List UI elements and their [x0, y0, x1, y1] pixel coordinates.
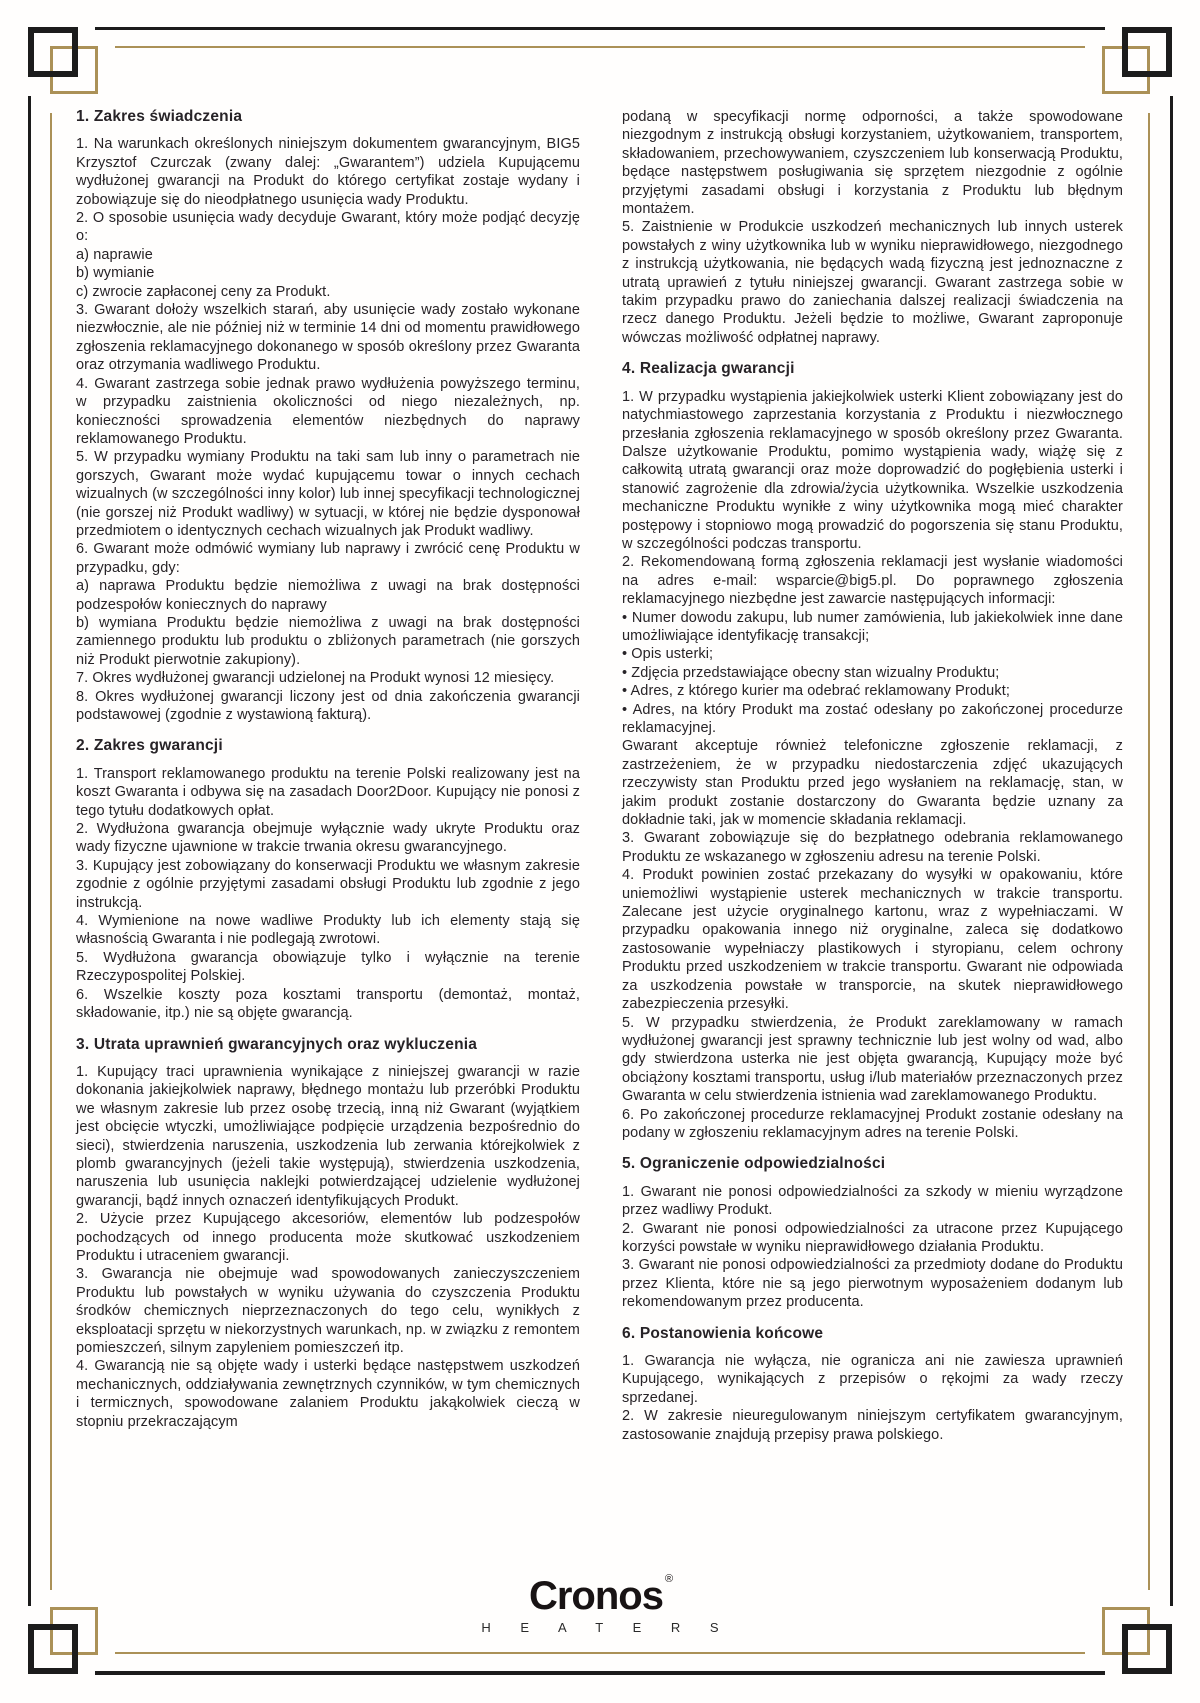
paragraph: b) wymiana Produktu będzie niemożliwa z uwagi na brak dostępności zamiennego produktu lub produktu o zbliżonych parametrach (nie gorszych niż Produkt pierwotnie zakupiony). [76, 614, 580, 668]
paragraph: Gwarant akceptuje również telefoniczne zgłoszenie reklamacji, z zastrzeżeniem, że w przypadku niedostarczenia zdjęć ukazujących rzeczywisty stan Produktu przed jego wysłaniem na reklamację, stan, w jakim produkt zostanie dostarczony do Gwaranta będzie uznany za dokładnie taki, jak w momencie składania reklamacji. [622, 738, 1123, 829]
frame-bottom-gold-line [115, 1652, 1085, 1654]
paragraph: 1. Transport reklamowanego produktu na terenie Polski realizowany jest na koszt Gwaranta i odbywa się na zasadach Door2Door. Kupujący nie ponosi z tego tytułu dodatkowych opłat. [76, 765, 580, 819]
paragraph: 8. Okres wydłużonej gwarancji liczony jest od dnia zakończenia gwarancji podstawowej (zgodnie z wystawioną fakturą). [76, 688, 580, 723]
paragraph: 3. Gwarant nie ponosi odpowiedzialności za przedmioty dodane do Produktu przez Klienta, które nie są jego pierwotnym wyposażeniem dodanym lub rekomendowanym przez producenta. [622, 1257, 1123, 1311]
brand-wordmark: Cronos [528, 1574, 663, 1618]
paragraph: 3. Gwarant zobowiązuje się do bezpłatnego odebrania reklamowanego Produktu ze wskazanego w zgłoszeniu adresu na terenie Polski. [622, 830, 1123, 865]
paragraph: 1. Gwarant nie ponosi odpowiedzialności za szkody w mieniu wyrządzone przez wadliwy Produkt. [622, 1183, 1123, 1219]
paragraph: 2. Użycie przez Kupującego akcesoriów, elementów lub podzespołów pochodzących od innego producenta może skutkować uszkodzeniem Produktu i utraceniem gwarancji. [76, 1211, 580, 1264]
paragraph: 1. Na warunkach określonych niniejszym dokumentem gwarancyjnym, BIG5 Krzysztof Czurczak (zwany dalej: „Gwarantem”) udziela Kupującemu wydłużonej gwarancji na Produkt do którego certyfikat zostaje wydany i zobowiązuje się do nieodpłatnego usunięcia wady Produktu. [76, 136, 580, 208]
paragraph: 4. Wymienione na nowe wadliwe Produkty lub ich elementy stają się własnością Gwaranta i nie podlegają zwrotowi. [76, 913, 580, 948]
paragraph: • Numer dowodu zakupu, lub numer zamówienia, lub jakiekolwiek inne dane umożliwiające identyfikację transakcji; [622, 609, 1123, 644]
paragraph: 3. Kupujący jest zobowiązany do konserwacji Produktu we własnym zakresie zgodnie z ogólnie przyjętymi zasadami obsługi Produktu lub zgodnie z jego instrukcją. [76, 857, 580, 911]
frame-top-gold-line [115, 46, 1085, 48]
section-heading: 1. Zakres świadczenia [76, 108, 243, 125]
corner-black-square-top-right [1122, 27, 1172, 77]
paragraph: • Adres, z którego kurier ma odebrać reklamowany Produkt; [622, 683, 1010, 700]
corner-black-square-bottom-right [1122, 1624, 1172, 1674]
frame-left-black-line [28, 96, 31, 1606]
paragraph: c) zwrocie zapłaconej ceny za Produkt. [76, 283, 331, 300]
paragraph: • Opis usterki; [622, 646, 714, 663]
brand-subtitle: H E A T E R S [481, 1620, 732, 1635]
paragraph: 1. W przypadku wystąpienia jakiejkolwiek usterki Klient zobowiązany jest do natychmiastowego zaprzestania korzystania z Produktu i niezwłocznego przesłania zgłoszenia reklamacyjnego w sposób określony przez Gwaranta. Dalsze użytkowanie Produktu, pomimo wystąpienia wady, wiążę się z całkowitą utratą gwarancji oraz może doprowadzić do pogłębienia usterki i stanowić zagrożenie dla zdrowia/życia użytkownika. Wszelkie uszkodzenia mechaniczne Produktu wynikłe z winy użytkownika mogą mieć charakter postępowy i stopniowo mogą prowadzić do pogorszenia się stanu Produktu, w szczególności podczas transportu. [622, 388, 1123, 552]
cronos-logo [0, 1573, 1200, 1635]
frame-left-gold-line [50, 113, 52, 1590]
paragraph: 2. Gwarant nie ponosi odpowiedzialności za utracone przez Kupującego korzyści powstałe w wyniku nieprawidłowego działania Produktu. [622, 1220, 1123, 1255]
paragraph: a) naprawie [76, 246, 153, 263]
paragraph: 6. Po zakończonej procedurze reklamacyjnej Produkt zostanie odesłany na podany w zgłoszeniu reklamacyjnym adres na terenie Polski. [622, 1106, 1123, 1141]
paragraph: podaną w specyfikacji normę odporności, a także spowodowane niezgodnym z instrukcją obsługi korzystaniem, użytkowaniem, transportem, składowaniem, przechowywaniem, czyszczeniem lub konserwacją Produktu, będące następstwem posługiwania się sprzętem niezgodnie z ogólnie przyjętymi zasadami obsługi i korzystania z Produktu lub błędnym montażem. [622, 109, 1123, 218]
section-heading: 5. Ograniczenie odpowiedzialności [622, 1155, 886, 1173]
paragraph: 2. Rekomendowaną formą zgłoszenia reklamacji jest wysłanie wiadomości na adres e-mail: wsparcie@big5.pl. Do poprawnego zgłoszenia reklamacyjnego niezbędne jest zawarcie następujących informacji: [622, 554, 1123, 608]
frame-top-black-line [95, 27, 1105, 30]
paragraph: 3. Gwarancja nie obejmuje wad spowodowanych zanieczyszczeniem Produktu lub powstałych w wyniku używania do czyszczenia Produktu środków chemicznych nieprzeznaczonych do tego celu, wynikłych z eksploatacji sprzętu w niekorzystnych warunkach, np. w związku z remontem pomieszczeń, silnym zapyleniem pomieszczeń itp. [76, 1266, 580, 1356]
warranty-column-left [76, 108, 580, 1431]
corner-black-square-top-left [28, 27, 78, 77]
registered-trademark-icon: ® [664, 1573, 674, 1585]
paragraph: 6. Gwarant może odmówić wymiany lub naprawy i zwrócić cenę Produktu w przypadku, gdy: [76, 541, 580, 576]
paragraph: 2. O sposobie usunięcia wady decyduje Gwarant, który może podjąć decyzję o: [76, 210, 580, 245]
frame-right-gold-line [1148, 113, 1150, 1590]
paragraph: 1. Kupujący traci uprawnienia wynikające z niniejszej gwarancji w razie dokonania jakiejkolwiek naprawy, błędnego montażu lub przeróbki Produktu we własnym zakresie lub przez osobę trzecią, inną niż Gwarant (wyjątkiem jest obcięcie wtyczki, umożliwiające podpięcie urządzenia bezpośrednio do sieci), stwierdzenia naruszenia, uszkodzenia lub zerwania którejkolwiek z plomb gwarancyjnych (jeżeli takie występują), stwierdzenia uszkodzenia, naruszenia lub usunięcia naklejki potwierdzającej udzielenie wydłużonej gwarancji, bądź innych oznaczeń identyfikujących Produkt. [76, 1063, 580, 1209]
section-heading: 4. Realizacja gwarancji [622, 360, 795, 378]
paragraph: 6. Wszelkie koszty poza kosztami transportu (demontaż, montaż, składowanie, itp.) nie są objęte gwarancją. [76, 986, 580, 1022]
paragraph: 5. Wydłużona gwarancja obowiązuje tylko i wyłącznie na terenie Rzeczypospolitej Polskiej. [76, 949, 580, 985]
section-heading: 3. Utrata uprawnień gwarancyjnych oraz wykluczenia [76, 1035, 478, 1053]
paragraph: b) wymianie [76, 265, 155, 282]
frame-bottom-black-line [95, 1671, 1105, 1675]
paragraph: • Zdjęcia przedstawiające obecny stan wizualny Produktu; [622, 664, 1000, 681]
paragraph: 2. W zakresie nieuregulowanym niniejszym certyfikatem gwarancyjnym, zastosowanie znajdują przepisy prawa polskiego. [622, 1408, 1123, 1443]
paragraph: 3. Gwarant dołoży wszelkich starań, aby usunięcie wady zostało wykonane niezwłocznie, ale nie później niż w terminie 14 dni od momentu prawidłowego zgłoszenia reklamacyjnego dokonanego w sposób określony przez Gwaranta oraz otrzymania wadliwego Produktu. [76, 302, 580, 374]
paragraph: 5. W przypadku wymiany Produktu na taki sam lub inny o parametrach nie gorszych, Gwarant może wydać kupującemu towar o innych cechach wizualnych (w szczególności inny kolor) lub innej specyfikacji technologicznej (nie gorszej niż Produkt wadliwy) w sytuacji, w której nie będzie dysponował przedmiotem o identycznych cechach wizualnych jak Produkt wadliwy. [76, 449, 580, 539]
section-heading: 2. Zakres gwarancji [76, 737, 223, 755]
frame-right-black-line [1170, 96, 1173, 1606]
corner-black-square-bottom-left [28, 1624, 78, 1674]
paragraph: 7. Okres wydłużonej gwarancji udzielonej na Produkt wynosi 12 miesięcy. [76, 670, 555, 687]
warranty-column-right [622, 108, 1123, 1444]
paragraph: 2. Wydłużona gwarancja obejmuje wyłącznie wady ukryte Produktu oraz wady fizyczne ujawnione w trakcie trwania okresu gwarancyjnego. [76, 821, 580, 856]
paragraph: 4. Gwarant zastrzega sobie jednak prawo wydłużenia powyższego terminu, w przypadku zaistnienia okoliczności od niego niezależnych, np. konieczności sprowadzenia elementów niezbędnych do naprawy reklamowanego Produktu. [76, 375, 580, 447]
paragraph: 5. W przypadku stwierdzenia, że Produkt zareklamowany w ramach wydłużonej gwarancji jest sprawny technicznie lub jest wolny od wad, albo gdy stwierdzona usterka nie jest objęta gwarancją, Kupujący może być obciążony kosztami transportu, usług i/lub materiałów przeznaczonych przez Gwaranta w celu stwierdzenia istnienia wad zareklamowanego Produktu. [622, 1014, 1123, 1105]
paragraph: 5. Zaistnienie w Produkcie uszkodzeń mechanicznych lub innych usterek powstałych z winy użytkownika lub w wyniku nieprawidłowego, niezgodnego z instrukcją użytkowania, nie będących wadą fizyczną jest jednoznaczne z utratą uprawień z tytułu niniejszej gwarancji. Gwarant zastrzega sobie w takim przypadku prawo do zaniechania dalszej realizacji świadczenia na rzecz danego Produktu. Jeżeli będzie to możliwe, Gwarant zaproponuje wówczas możliwość odpłatnej naprawy. [622, 219, 1123, 346]
paragraph: • Adres, na który Produkt ma zostać odesłany po zakończonej procedurze reklamacyjnej. [622, 701, 1123, 736]
paragraph: 4. Produkt powinien zostać przekazany do wysyłki w opakowaniu, które uniemożliwi wystąpienie usterek mechanicznych w trakcie transportu. Zalecane jest użycie oryginalnego kartonu, wraz z wypełniaczami. W przypadku opakowania innego niż oryginalne, zaleca się dodatkowo zastosowanie wypełniaczy plastikowych i styropianu, celem ochrony Produktu przed uszkodzeniem w trakcie transportu. Gwarant nie odpowiada za uszkodzenia powstałe w transporcie, na skutek nieprawidłowego zabezpieczenia przesyłki. [622, 867, 1123, 1013]
paragraph: 1. Gwarancja nie wyłącza, nie ogranicza ani nie zawiesza uprawnień Kupującego, wynikających z przepisów o rękojmi za wady rzeczy sprzedanej. [622, 1353, 1123, 1406]
paragraph: a) naprawa Produktu będzie niemożliwa z uwagi na brak dostępności podzespołów koniecznych do naprawy [76, 578, 580, 613]
warranty-text-content [76, 108, 1123, 1444]
section-heading: 6. Postanowienia końcowe [622, 1324, 824, 1342]
paragraph: 4. Gwarancją nie są objęte wady i usterki będące następstwem uszkodzeń mechanicznych, oddziaływania zewnętrznych czynników, w tym chemicznych i termicznych, spowodowane zalaniem Produktu jakąkolwiek cieczą w stopniu przekraczającym [76, 1358, 580, 1430]
